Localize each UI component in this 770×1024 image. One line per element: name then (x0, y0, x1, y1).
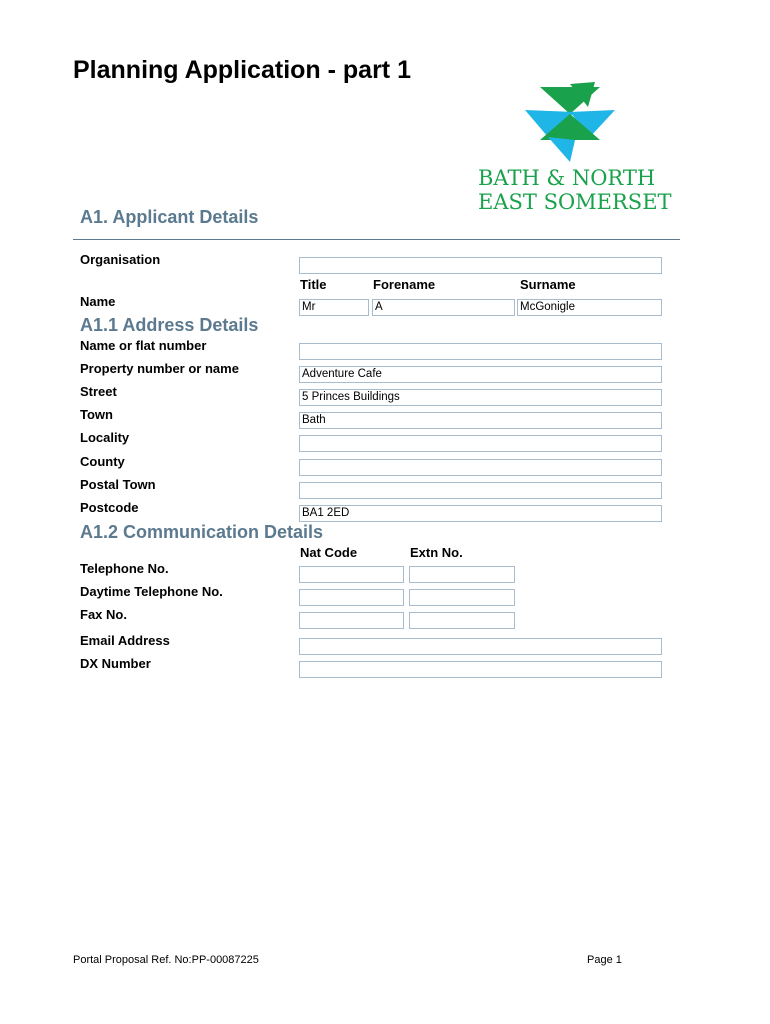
address-field-street[interactable]: 5 Princes Buildings (299, 389, 662, 406)
logo-line2: EAST SOMERSET (478, 190, 672, 214)
telephone-label: Telephone No. (80, 561, 169, 576)
footer-proposal-ref: Portal Proposal Ref. No:PP-00087225 (73, 954, 259, 966)
address-field-postcode[interactable]: BA1 2ED (299, 505, 662, 522)
col-extn-label: Extn No. (410, 545, 463, 560)
fax-nat-field[interactable] (299, 612, 404, 629)
col-surname-label: Surname (520, 277, 576, 292)
title-field[interactable]: Mr (299, 299, 369, 316)
daytime-nat-field[interactable] (299, 589, 404, 606)
telephone-extn-field[interactable] (409, 566, 515, 583)
col-forename-label: Forename (373, 277, 436, 292)
address-label-property: Property number or name (80, 361, 239, 376)
address-label-county: County (80, 454, 125, 469)
surname-field[interactable]: McGonigle (517, 299, 662, 316)
col-title-label: Title (300, 277, 327, 292)
telephone-nat-field[interactable] (299, 566, 404, 583)
dx-number-label: DX Number (80, 656, 151, 671)
dx-number-field[interactable] (299, 661, 662, 678)
email-label: Email Address (80, 633, 170, 648)
address-label-postcode: Postcode (80, 500, 139, 515)
address-label-street: Street (80, 384, 117, 399)
address-field-county[interactable] (299, 459, 662, 476)
email-field[interactable] (299, 638, 662, 655)
section-divider (73, 239, 680, 240)
organisation-field[interactable] (299, 257, 662, 274)
council-logo (470, 82, 670, 212)
logo-line1: BATH & NORTH (478, 166, 656, 190)
address-label-postal-town: Postal Town (80, 477, 156, 492)
fax-extn-field[interactable] (409, 612, 515, 629)
council-star-logo-icon (470, 82, 670, 162)
section-heading-communication: A1.2 Communication Details (80, 522, 324, 542)
address-label-locality: Locality (80, 430, 130, 445)
forename-field[interactable]: A (372, 299, 515, 316)
fax-label: Fax No. (80, 607, 127, 622)
address-field-property[interactable]: Adventure Cafe (299, 366, 662, 383)
page-title: Planning Application - part 1 (73, 56, 411, 84)
address-field-postal-town[interactable] (299, 482, 662, 499)
daytime-extn-field[interactable] (409, 589, 515, 606)
address-label-flat: Name or flat number (80, 338, 207, 353)
footer-page-number: Page 1 (587, 954, 622, 966)
address-field-flat[interactable] (299, 343, 662, 360)
address-field-locality[interactable] (299, 435, 662, 452)
name-label: Name (80, 294, 116, 309)
organisation-label: Organisation (80, 252, 161, 267)
address-field-town[interactable]: Bath (299, 412, 662, 429)
section-heading-address: A1.1 Address Details (80, 315, 259, 335)
address-label-town: Town (80, 407, 113, 422)
daytime-telephone-label: Daytime Telephone No. (80, 584, 223, 599)
section-heading-applicant: A1. Applicant Details (80, 207, 259, 227)
col-nat-code-label: Nat Code (300, 545, 358, 560)
